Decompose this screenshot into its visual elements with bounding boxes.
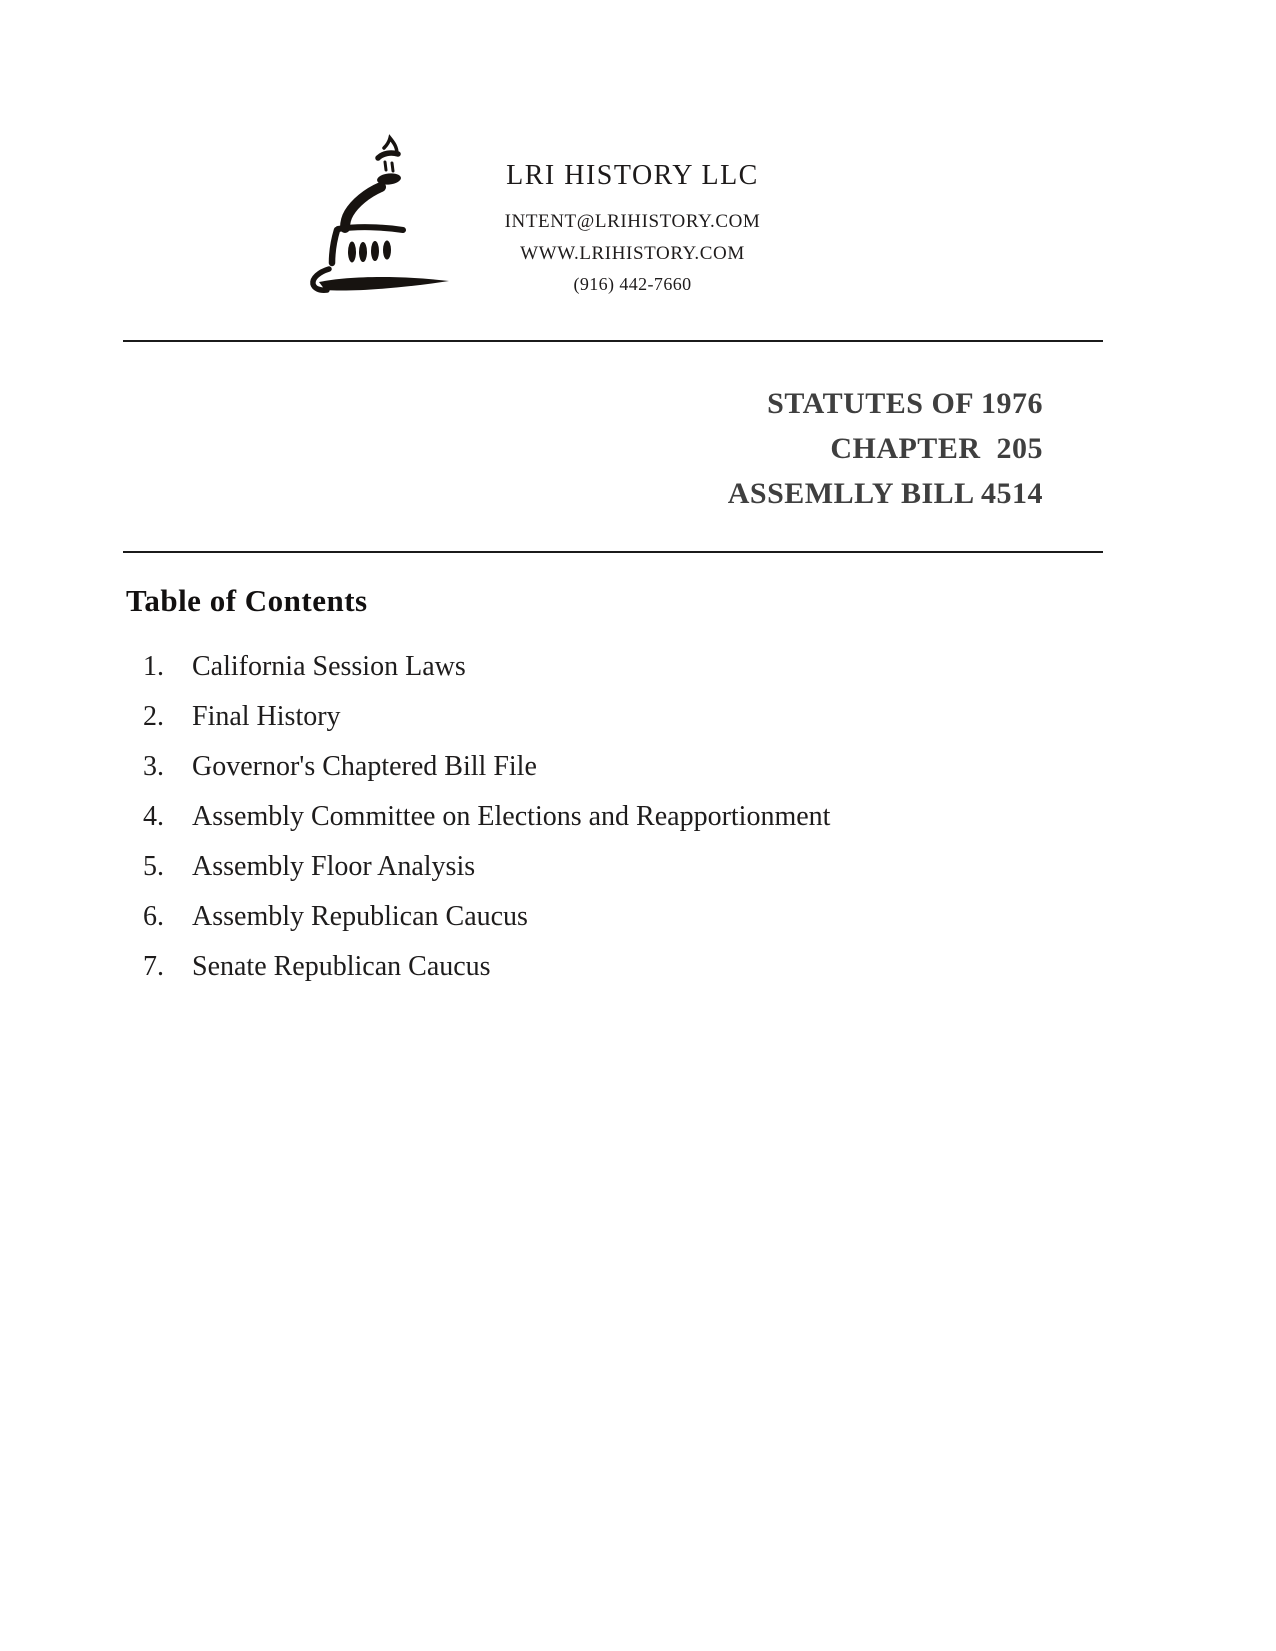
toc-item: [143, 752, 1143, 782]
statute-line-2: CHAPTER 205: [830, 432, 1043, 465]
toc-item-number: 7.: [143, 951, 164, 982]
toc-item-number: 4.: [143, 801, 164, 832]
capitol-dome-logo-icon: [293, 116, 463, 296]
toc-item-number: 6.: [143, 901, 164, 932]
toc-item-number: 2.: [143, 701, 164, 732]
statute-title-block: [728, 381, 1043, 516]
toc-item-label: Assembly Committee on Elections and Reapportionment: [192, 801, 831, 832]
email-address: INTENT@LRIHISTORY.COM: [504, 211, 761, 232]
toc-item: [143, 702, 1143, 732]
toc-item-label: Final History: [192, 701, 341, 732]
statute-line-3: ASSEMLLY BILL 4514: [727, 477, 1043, 510]
toc-heading: Table of Contents: [126, 583, 368, 618]
company-name: LRI HISTORY LLC: [506, 160, 759, 191]
letterhead: [455, 158, 810, 296]
toc-item-label: Assembly Republican Caucus: [192, 901, 528, 932]
toc-item-label: California Session Laws: [192, 651, 466, 682]
toc-item-number: 1.: [143, 651, 164, 682]
toc-item-number: 5.: [143, 851, 164, 882]
horizontal-rule-bottom: [123, 551, 1103, 553]
toc-item: [143, 852, 1143, 882]
toc-list: [143, 652, 1143, 1002]
statute-line-1: STATUTES OF 1976: [767, 387, 1043, 420]
toc-item-label: Assembly Floor Analysis: [192, 851, 476, 882]
phone-number: (916) 442-7660: [573, 274, 692, 294]
website-url: WWW.LRIHISTORY.COM: [520, 243, 745, 264]
toc-item: [143, 802, 1143, 832]
toc-item-number: 3.: [143, 751, 164, 782]
toc-item: [143, 652, 1143, 682]
toc-item-label: Governor's Chaptered Bill File: [192, 751, 537, 782]
toc-item: [143, 952, 1143, 982]
horizontal-rule-top: [123, 340, 1103, 342]
toc-item-label: Senate Republican Caucus: [192, 951, 491, 982]
toc-item: [143, 902, 1143, 932]
